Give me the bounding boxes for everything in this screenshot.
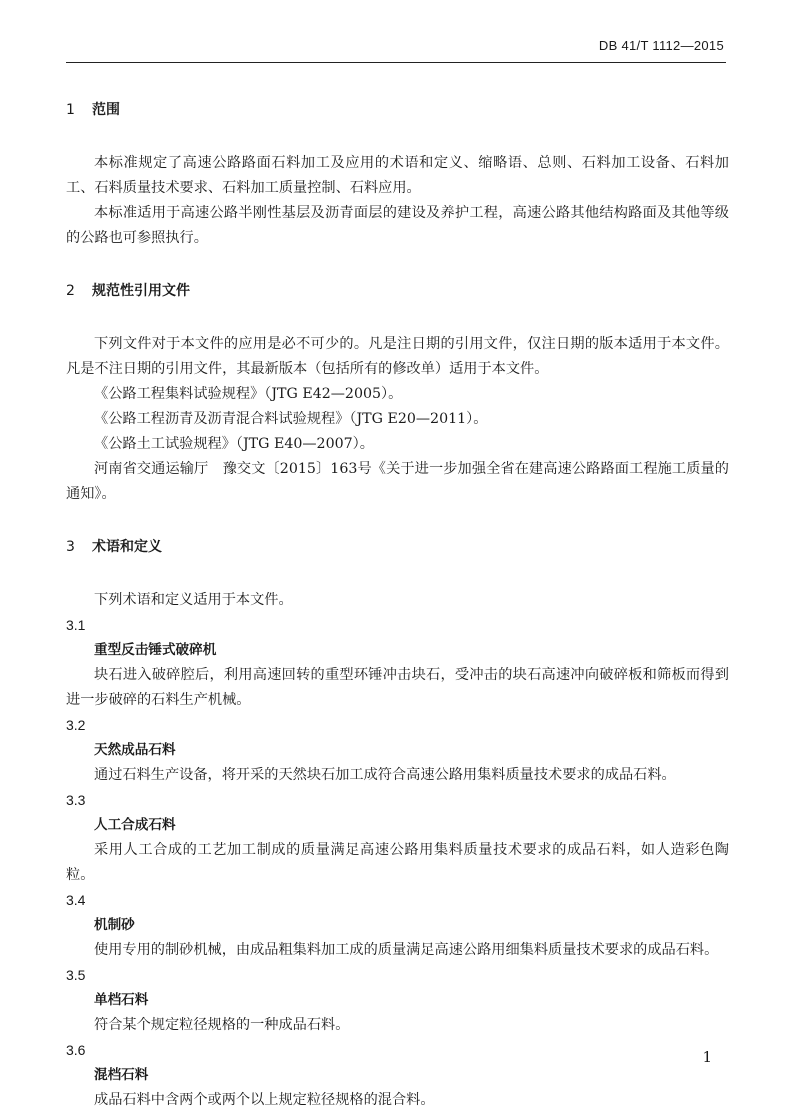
document-body	[66, 98, 729, 1113]
term-definition: 使用专用的制砂机械，由成品粗集料加工成的质量满足高速公路用细集料质量技术要求的成品石料。	[94, 942, 719, 958]
term-name: 人工合成石料	[94, 817, 176, 833]
term-name: 重型反击锤式破碎机	[94, 642, 217, 658]
term-definition: 块石进入破碎腔后，利用高速回转的重型环锤冲击块石，受冲击的块石高速冲向破碎板和筛板而得到进一步破碎的石料生产机械。	[66, 667, 729, 708]
term-name: 混档石料	[94, 1067, 149, 1083]
term-name: 天然成品石料	[94, 742, 176, 758]
term-number: 3.4	[66, 892, 86, 908]
reference-notice: 河南省交通运输厅 豫交文〔2015〕163号《关于进一步加强全省在建高速公路路面工程施工质量的通知》。	[66, 461, 729, 502]
reference-item: 《公路土工试验规程》（JTG E40—2007）。	[94, 436, 374, 452]
term-entry	[66, 613, 729, 713]
paragraph: 下列文件对于本文件的应用是必不可少的。凡是注日期的引用文件，仅注日期的版本适用于本文件。凡是不注日期的引用文件，其最新版本（包括所有的修改单）适用于本文件。	[66, 336, 729, 377]
page-number: 1	[702, 1048, 712, 1066]
section-number: 1	[66, 102, 75, 118]
paragraph: 本标准规定了高速公路路面石料加工及应用的术语和定义、缩略语、总则、石料加工设备、石料加工、石料质量技术要求、石料加工质量控制、石料应用。	[66, 155, 729, 196]
section-number: 3	[66, 539, 75, 555]
paragraph: 本标准适用于高速公路半刚性基层及沥青面层的建设及养护工程，高速公路其他结构路面及其他等级的公路也可参照执行。	[66, 205, 729, 246]
section-title: 规范性引用文件	[92, 283, 190, 299]
term-definition: 符合某个规定粒径规格的一种成品石料。	[94, 1017, 350, 1033]
term-name: 机制砂	[94, 917, 135, 933]
term-number: 3.1	[66, 617, 86, 633]
header-divider	[66, 62, 726, 63]
term-entry	[66, 713, 729, 788]
term-name: 单档石料	[94, 992, 149, 1008]
reference-item: 《公路工程集料试验规程》（JTG E42—2005）。	[94, 386, 403, 402]
term-number: 3.6	[66, 1042, 86, 1058]
section-number: 2	[66, 283, 75, 299]
term-entry	[66, 1038, 729, 1113]
section-1-heading	[66, 98, 729, 123]
term-entry	[66, 888, 729, 963]
term-number: 3.5	[66, 967, 86, 983]
section-2-heading	[66, 279, 729, 304]
section-title: 范围	[92, 102, 120, 118]
standard-code: DB 41/T 1112—2015	[598, 38, 724, 53]
term-entry	[66, 963, 729, 1038]
term-definition: 采用人工合成的工艺加工制成的质量满足高速公路用集料质量技术要求的成品石料，如人造彩色陶粒。	[66, 842, 729, 883]
term-definition: 通过石料生产设备，将开采的天然块石加工成符合高速公路用集料质量技术要求的成品石料。	[94, 767, 676, 783]
term-entry	[66, 788, 729, 888]
paragraph: 下列术语和定义适用于本文件。	[94, 592, 293, 608]
section-title: 术语和定义	[92, 539, 162, 555]
term-number: 3.3	[66, 792, 86, 808]
section-3-heading	[66, 535, 729, 560]
term-definition: 成品石料中含两个或两个以上规定粒径规格的混合料。	[94, 1092, 435, 1108]
term-number: 3.2	[66, 717, 86, 733]
reference-item: 《公路工程沥青及沥青混合料试验规程》（JTG E20—2011）。	[94, 411, 488, 427]
